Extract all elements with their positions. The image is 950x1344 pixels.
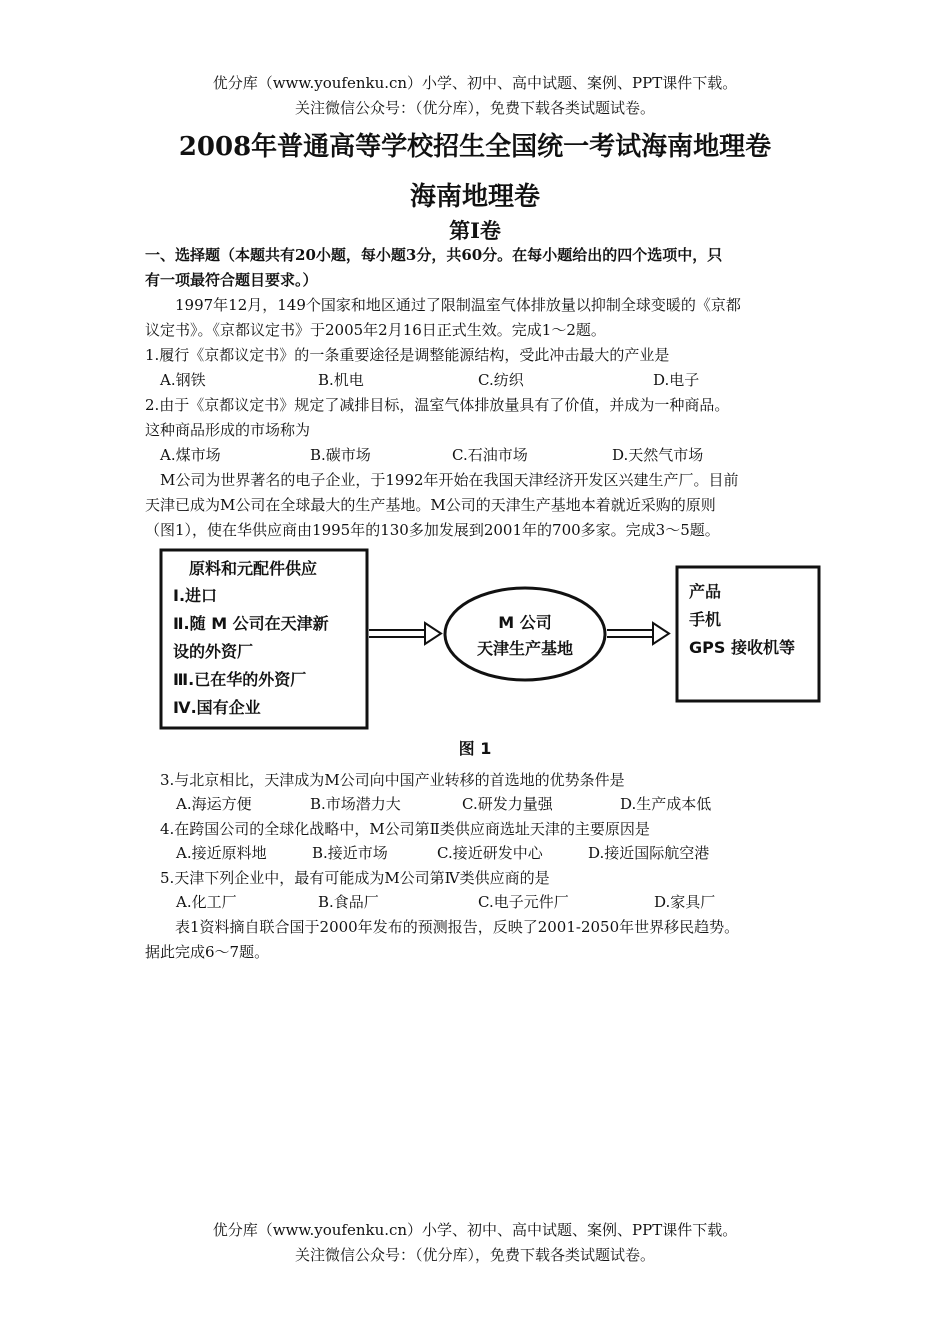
intro-line-1: 1997年12月，149个国家和地区通过了限制温室气体排放量以抑制全球变暖的《京都 — [175, 296, 741, 314]
intro-line-2: 议定书》。《京都议定书》于2005年2月16日正式生效。完成1～2题。 — [145, 321, 606, 339]
question-3-stem: 3.与北京相比，天津成为M公司向中国产业转移的首选地的优势条件是 — [160, 771, 625, 789]
passage-m-line-3: （图1），使在华供应商由1995年的130多加发展到2001年的700多家。完成3～5题。 — [145, 521, 720, 539]
arrow-base-to-products — [607, 623, 669, 644]
header-line-1: 优分库（www.youfenku.cn）小学、初中、高中试题、案例、PPT课件下载。 — [212, 74, 738, 92]
question-2-stem-line-2: 这种商品形成的市场称为 — [145, 421, 311, 439]
q1-option-b: B.机电 — [318, 371, 364, 389]
q3-option-a: A.海运方便 — [176, 795, 252, 813]
q3-option-c: C.研发力量强 — [462, 795, 553, 813]
q2-option-b: B.碳市场 — [310, 446, 371, 464]
supply-item-1: Ⅰ.进口 — [173, 586, 218, 605]
passage-m-line-1: M公司为世界著名的电子企业，于1992年开始在我国天津经济开发区兴建生产厂。目前 — [160, 471, 739, 489]
question-5-stem: 5.天津下列企业中，最有可能成为M公司第Ⅳ类供应商的是 — [160, 869, 550, 887]
question-4-stem: 4.在跨国公司的全球化战略中，M公司第Ⅱ类供应商选址天津的主要原因是 — [160, 820, 650, 838]
figure-1-diagram — [155, 545, 825, 765]
header-line-2: 关注微信公众号：（优分库），免费下载各类试题试卷。 — [294, 99, 655, 117]
q5-option-c: C.电子元件厂 — [478, 893, 569, 911]
supply-item-3: Ⅲ.已在华的外资厂 — [173, 670, 307, 689]
q4-option-d: D.接近国际航空港 — [588, 844, 710, 862]
page-subtitle: 海南地理卷 — [409, 182, 540, 212]
product-gps: GPS 接收机等 — [689, 638, 795, 657]
supply-item-2: Ⅱ.随 M 公司在天津新 — [173, 614, 329, 633]
q2-option-c: C.石油市场 — [452, 446, 528, 464]
q1-option-a: A.钢铁 — [160, 371, 206, 389]
q3-option-d: D.生产成本低 — [620, 795, 712, 813]
supply-item-4: Ⅳ.国有企业 — [173, 698, 261, 717]
page-title: 2008年普通高等学校招生全国统一考试海南地理卷 — [178, 132, 772, 162]
question-2-stem-line-1: 2.由于《京都议定书》规定了减排目标，温室气体排放量具有了价值，并成为一种商品。 — [145, 396, 730, 414]
q4-option-b: B.接近市场 — [312, 844, 388, 862]
footer-line-2: 关注微信公众号：（优分库），免费下载各类试题试卷。 — [294, 1246, 655, 1264]
q2-option-d: D.天然气市场 — [612, 446, 704, 464]
q5-option-b: B.食品厂 — [318, 893, 379, 911]
q1-option-c: C.纺织 — [478, 371, 524, 389]
q5-option-a: A.化工厂 — [176, 893, 237, 911]
section-heading-line-1: 一、选择题（本题共有20小题，每小题3分，共60分。在每小题给出的四个选项中，只 — [145, 246, 723, 264]
footer-line-1: 优分库（www.youfenku.cn）小学、初中、高中试题、案例、PPT课件下载。 — [212, 1221, 738, 1239]
supply-item-2-cont: 设的外资厂 — [173, 642, 254, 661]
q1-option-d: D.电子 — [653, 371, 700, 389]
question-1-stem: 1.履行《京都议定书》的一条重要途径是调整能源结构，受此冲击最大的产业是 — [145, 346, 670, 364]
passage-m-line-2: 天津已成为M公司在全球最大的生产基地。M公司的天津生产基地本着就近采购的原则 — [145, 496, 716, 514]
passage-table-line-1: 表1资料摘自联合国于2000年发布的预测报告，反映了2001-2050年世界移民趋势。 — [175, 918, 740, 936]
q3-option-b: B.市场潜力大 — [310, 795, 401, 813]
passage-table-line-2: 据此完成6～7题。 — [145, 943, 270, 961]
volume-label: 第Ⅰ卷 — [449, 218, 501, 243]
supply-box-title: 原料和元配件供应 — [189, 559, 318, 578]
products-title: 产品 — [689, 582, 722, 601]
q5-option-d: D.家具厂 — [654, 893, 716, 911]
q4-option-a: A.接近原料地 — [176, 844, 267, 862]
m-company-label: M 公司 — [498, 613, 552, 632]
tianjin-base-label: 天津生产基地 — [476, 639, 574, 658]
section-heading-line-2: 有一项最符合题目要求。） — [145, 271, 318, 289]
arrow-supply-to-base — [369, 623, 441, 644]
q4-option-c: C.接近研发中心 — [437, 844, 543, 862]
figure-1-caption: 图 1 — [458, 739, 492, 758]
product-phone: 手机 — [689, 610, 722, 629]
q2-option-a: A.煤市场 — [160, 446, 221, 464]
m-company-ellipse — [445, 588, 605, 680]
